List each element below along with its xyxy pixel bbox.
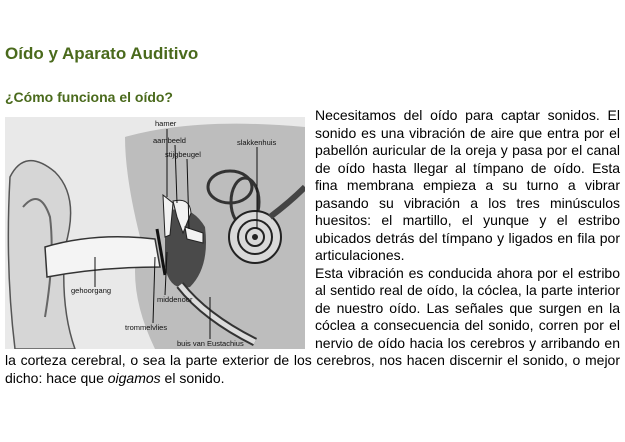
label-hamer: hamer xyxy=(155,119,177,128)
label-buis: buis van Eustachius xyxy=(177,339,244,348)
text-emphasis: oigamos xyxy=(107,369,161,386)
text-part-2: Esta vibración es conducida ahora por el estribo al sentido real de oído, la cóclea, la parte interior de nuestro oído. Las señales que surgen en la cóclea a consecuencia del sonido, corren por el nervio de oído hacia los cerebros y arribando en la corteza cerebral, o sea la parte exterior de los cerebros, nos hacen discernir el sonido, o mejor dicho: hace que xyxy=(5,264,620,386)
text-part-3: el sonido. xyxy=(160,369,225,386)
label-slakkenhuis: slakkenhuis xyxy=(237,138,277,147)
section-heading: ¿Cómo funciona el oído? xyxy=(5,89,173,105)
label-middenoor: middenoor xyxy=(157,295,193,304)
body-paragraph xyxy=(5,107,620,387)
text-part-1: Necesitamos del oído para captar sonidos. El sonido es una vibración de aire que entra por el pabellón auricular de la oreja y pasa por el canal de oído hasta llegar al tímpano de oído. Esta fina membrana empieza a su turno a vibrar pasando su vibración a los tres minúsculos huesitos: el martillo, el yunque y el estribo ubicados detrás del tímpano y ligados en fila por articulaciones. xyxy=(315,107,620,263)
label-gehoorgang: gehoorgang xyxy=(71,286,112,295)
label-aambeeld: aambeeld xyxy=(153,136,186,145)
label-stijgbeugel: stijgbeugel xyxy=(165,150,201,159)
figure-float-spacer xyxy=(5,107,315,351)
label-trommelvlies: trommelvlies xyxy=(125,323,168,332)
page-title: Oído y Aparato Auditivo xyxy=(5,44,199,63)
